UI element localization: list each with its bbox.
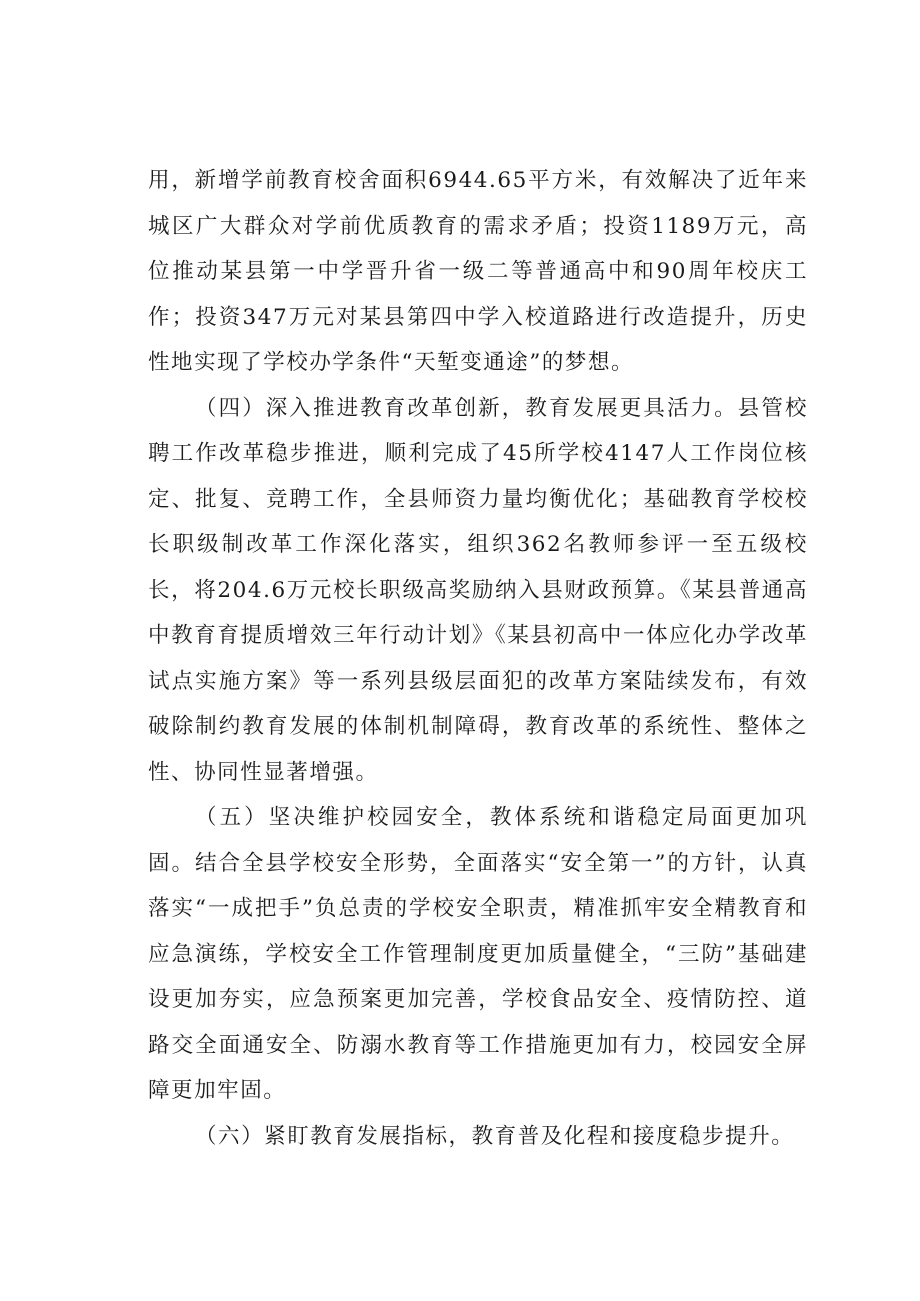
paragraph-section-4: （四）深入推进教育改革创新，教育发展更具活力。县管校聘工作改革稳步推进，顺利完成了45所学校4147人工作岗位核定、批复、竞聘工作，全县师资力量均衡优化；基础教育学校校长职级制改革工作深化落实，组织362名教师参评一至五级校长，将204.6万元校长职级高奖励纳入县财政预算。《某县普通高中教育育提质增效三年行动计划》《某县初高中一体应化办学改革试点实施方案》等一系列县级层面犯的改革方案陆续发布，有效破除制约教育发展的体制机制障碍，教育改革的系统性、整体之性、协同性显著增强。	[148, 395, 808, 785]
document-body	[148, 158, 808, 1159]
paragraph-section-5: （五）坚决维护校园安全，教体系统和谐稳定局面更加巩固。结合全县学校安全形势，全面落实“安全第一”的方针，认真落实“一成把手”负总责的学校安全职责，精准抓牢安全精教育和应急演练，学校安全工作管理制度更加质量健全，“三防”基础建设更加夯实，应急预案更加完善，学校食品安全、疫情防控、道路交全面通安全、防溺水教育等工作措施更加有力，校园安全屏障更加牢固。	[148, 805, 808, 1103]
paragraph-section-6: （六）紧盯教育发展指标，教育普及化程和接度稳步提升。	[195, 1123, 795, 1149]
paragraph-continuation: 用，新增学前教育校舍面积6944.65平方米，有效解决了近年来城区广大群众对学前优质教育的需求矛盾；投资1189万元，高位推动某县第一中学晋升省一级二等普通高中和90周年校庆工作；投资347万元对某县第四中学入校道路进行改造提升，历史性地实现了学校办学条件“天堑变通途”的梦想。	[148, 168, 808, 375]
